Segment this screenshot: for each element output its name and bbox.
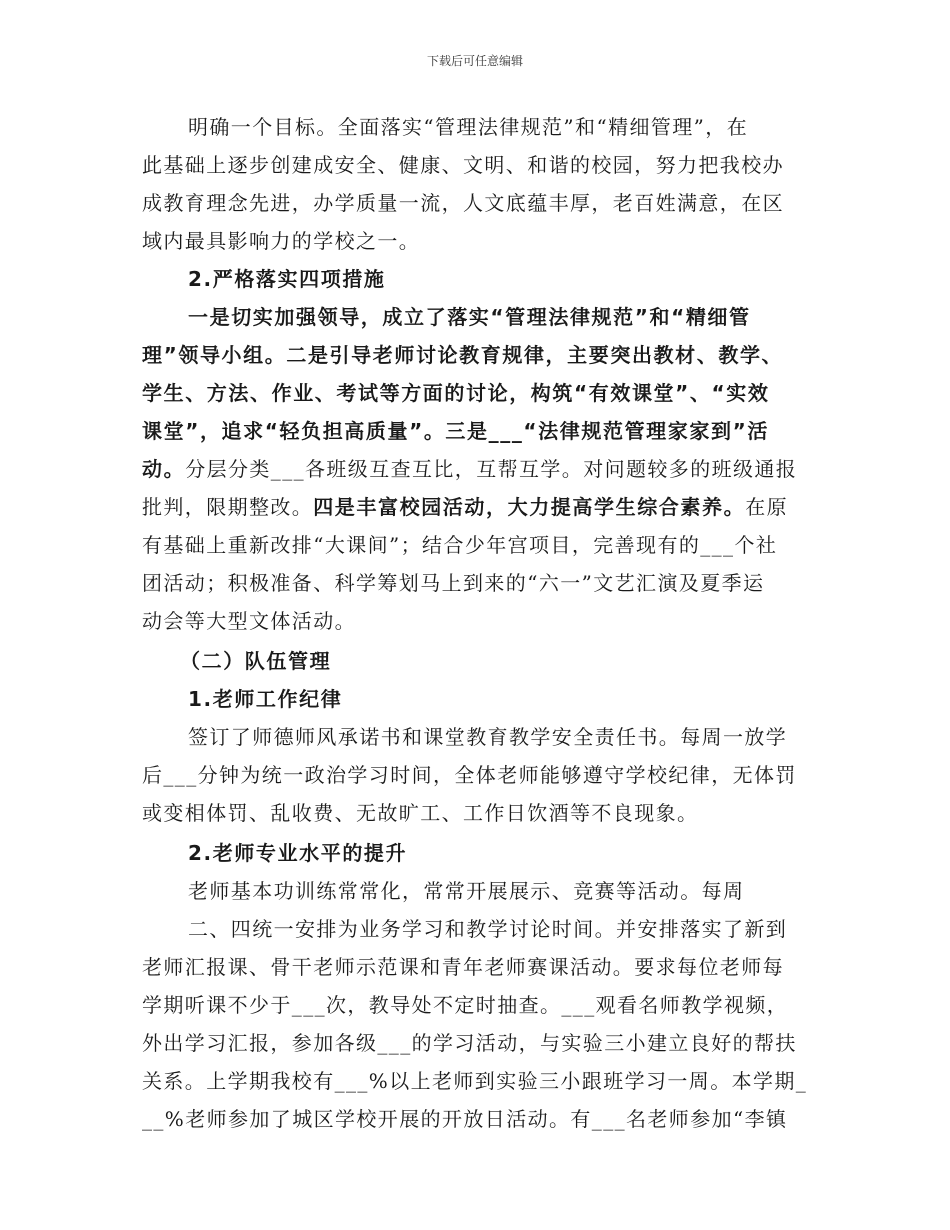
- normal-text: 批判，限期整改。: [142, 495, 314, 519]
- paragraph-line-mixed: [142, 488, 788, 526]
- paragraph-line: 明确一个目标。全面落实“管理法律规范”和“精细管理”，在: [188, 115, 749, 139]
- bold-text: 动。: [142, 457, 186, 481]
- section-heading: （二）队伍管理: [180, 649, 332, 673]
- paragraph-line: 学期听课不少于___次，教导处不定时抽查。___观看名师教学视频，: [142, 993, 789, 1017]
- paragraph-line: 域内最具影响力的学校之一。: [142, 229, 421, 253]
- paragraph-line: 课堂”，追求“轻负担高质量”。三是___“法律规范管理家家到”活: [142, 419, 769, 443]
- paragraph-line: 老师汇报课、骨干老师示范课和青年老师赛课活动。要求每位老师每: [142, 955, 784, 979]
- paragraph-line: 外出学习汇报，参加各级___的学习活动，与实验三小建立良好的帮扶: [142, 1031, 797, 1055]
- paragraph-line: 关系。上学期我校有___%以上老师到实验三小跟班学习一周。本学期_: [142, 1069, 808, 1093]
- subsection-heading: 2.老师专业水平的提升: [188, 841, 408, 865]
- paragraph-line: 此基础上逐步创建成安全、健康、文明、和谐的校园，努力把我校办: [142, 153, 784, 177]
- bold-text: 四是丰富校园活动，大力提高学生综合素养。: [313, 495, 746, 519]
- paragraph-line: 有基础上重新改排“大课间”；结合少年宫项目，完善现有的___个社: [142, 533, 778, 557]
- subsection-heading: 1.老师工作纪律: [188, 687, 343, 711]
- paragraph-line: 团活动；积极准备、科学筹划马上到来的“六一”文艺汇演及夏季运: [142, 571, 765, 595]
- normal-text: 分层分类___各班级互查互比，互帮互学。对问题较多的班级通报: [185, 457, 798, 481]
- paragraph-line: 签订了师德师风承诺书和课堂教育教学安全责任书。每周一放学: [188, 725, 788, 749]
- paragraph-line: 学生、方法、作业、考试等方面的讨论，构筑“有效课堂”、“实效: [142, 381, 770, 405]
- paragraph-line: 老师基本功训练常常化，常常开展展示、竞赛等活动。每周: [188, 879, 745, 903]
- paragraph-line: 成教育理念先进，办学质量一流，人文底蕴丰厚，老百姓满意，在区: [142, 191, 784, 215]
- paragraph-line: 动会等大型文体活动。: [142, 609, 356, 633]
- paragraph-line: 一是切实加强领导，成立了落实“管理法律规范”和“精细管: [188, 305, 751, 329]
- section-heading: 2.严格落实四项措施: [188, 267, 386, 291]
- paragraph-line-mixed: [142, 450, 797, 488]
- page-header: 下载后可任意编辑: [426, 54, 523, 68]
- paragraph-line: 二、四统一安排为业务学习和教学讨论时间。并安排落实了新到: [188, 917, 788, 941]
- normal-text: 在原: [745, 495, 789, 519]
- paragraph-line: 后___分钟为统一政治学习时间，全体老师能够遵守学校纪律，无体罚: [142, 763, 797, 787]
- paragraph-line: __%老师参加了城区学校开展的开放日活动。有___名老师参加“李镇: [142, 1107, 788, 1131]
- paragraph-line: 理”领导小组。二是引导老师讨论教育规律，主要突出教材、教学、: [142, 343, 784, 367]
- paragraph-line: 或变相体罚、乱收费、无故旷工、工作日饮酒等不良现象。: [142, 801, 699, 825]
